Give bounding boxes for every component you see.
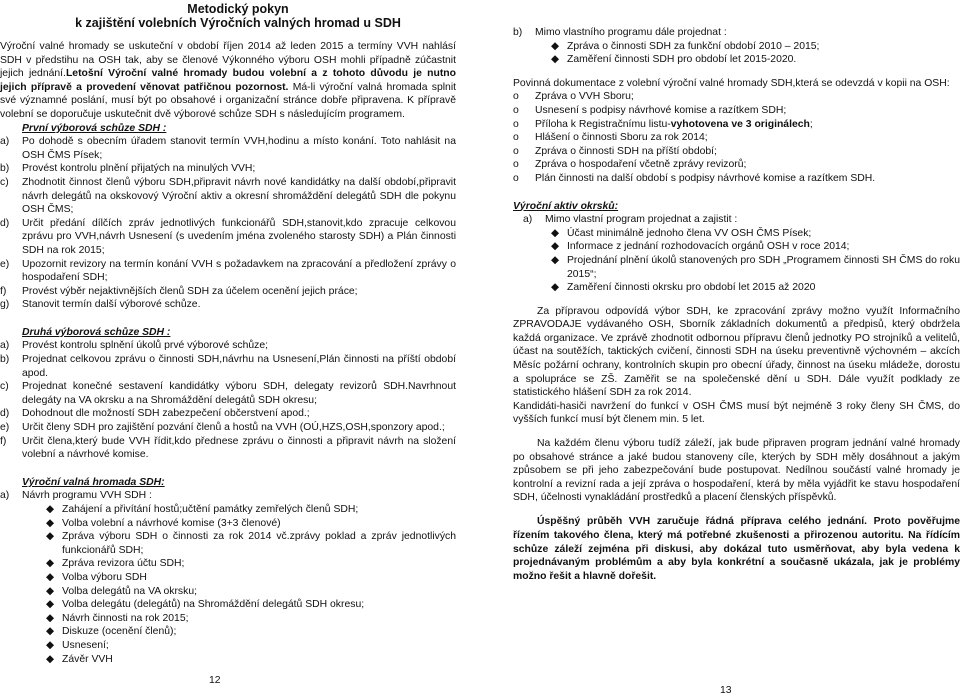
bullet-item: ◆ Volba delegátu (delegátů) na Shromáždění delegátů SDH okresu; bbox=[46, 599, 365, 611]
bullet-item: ◆ Volba volební a návrhové komise (3+3 členové) bbox=[46, 517, 281, 529]
bullet-item: ◆ Zpráva výboru SDH o činnosti za rok 2014 vč.zprávy poklad a zpráv jednotlivých funkcionářů SDH; bbox=[46, 531, 456, 556]
second-meeting-list bbox=[0, 339, 456, 461]
doc-item: o Zpráva o činnosti SDH na příští období; bbox=[513, 145, 717, 157]
bullet-icon: ◆ bbox=[551, 282, 559, 294]
paragraph-committee: Na každém členu výboru tudíž záleží, jak bude připraven program jednání valné hromady po obsahové stránce a jaké budou stanoveny cíle, kterých by SDH měly dosáhnout a jakým způsobem se při jeho zabezpečování bude postupovat. Nedílnou součástí valné hromady je kontrolní a revizní rada a její zpráva o hospodaření, která by měla vyjádřit ke stavu hospodaření SDH, účelnosti vynakládání prostředků a placení členských příspěvků. bbox=[513, 438, 960, 504]
bullet-icon: ◆ bbox=[46, 639, 54, 651]
vvh-program-item: a) Návrh programu VVH SDH : bbox=[0, 490, 152, 502]
page-number-left: 12 bbox=[209, 675, 221, 686]
bullet-icon: ◆ bbox=[46, 599, 54, 611]
circle-bullet-icon: o bbox=[513, 118, 519, 130]
paragraph-candidates: Kandidáti-hasiči navržení do funkcí v OSH ČMS musí být nejméně 3 roky členy SH ČMS, do vyšších funkcí musí být členem min. 5 let. bbox=[513, 400, 960, 426]
bullet-item: ◆ Informace z jednání rozhodovacích orgánů OSH v roce 2014; bbox=[551, 241, 850, 253]
doc-item: o Plán činnosti na další období s podpisy návrhové komise a razítkem SDH. bbox=[513, 172, 876, 184]
bullet-item: ◆ Zpráva revizora účtu SDH; bbox=[46, 558, 185, 570]
doc-item: o Zpráva o VVH Sboru; bbox=[513, 91, 634, 103]
list-item: c) Zhodnotit činnost členů výboru SDH,připravit návrh nové kandidátky na další období,připravit návrh delegátů na okskovový Výroční aktiv a okresní shromáždění delegátů SDH dle pokynu OSH ČMS; bbox=[0, 176, 456, 216]
first-meeting-list bbox=[0, 135, 456, 312]
left-column bbox=[0, 0, 456, 666]
bullet-icon: ◆ bbox=[551, 254, 559, 266]
bullet-icon: ◆ bbox=[46, 626, 54, 638]
left-page bbox=[0, 0, 480, 695]
paragraph-preparation: Za přípravou odpovídá výbor SDH, ke zpracování zprávy možno využít Informačního ZPRAVODAJE vydávaného OSH, Sborník základních dokumentů a předpisů, který obdržela každá organizace. Ve zprávě zhodnotit odbornou přípravu členů jednotky PO stroјníků a velitelů, účast na soutěžích, taktických cvičení, činnosti SDH na úseku preventivně výchovném – akcích Měsíc požární ochrany, kontrolních skupin pro obecní úřady, činnost na úseku mládeže, dorostu a spolupráce se ZŠ. Zaměřit se na společenské dění u SDH. Dále využít podklady ze statistického hlášení SDH za rok 2014. bbox=[513, 305, 960, 399]
list-item: f) Provést výběr nejaktivnějších členů SDH za účelem ocenění jejich práce; bbox=[0, 285, 358, 297]
bullet-icon: ◆ bbox=[46, 653, 54, 665]
document-subtitle: k zajištění volebních Výročních valných hromad u SDH bbox=[75, 16, 401, 30]
document-title: Metodický pokyn bbox=[187, 2, 289, 16]
bullet-item: ◆ Usnesení; bbox=[46, 639, 109, 651]
list-item: b) Provést kontrolu plnění přijatých na minulých VVH; bbox=[0, 163, 256, 175]
bullet-icon: ◆ bbox=[551, 227, 559, 239]
circle-bullet-icon: o bbox=[513, 104, 519, 116]
bullet-item: ◆ Účast minimálně jednoho člena VV OSH ČMS Písek; bbox=[551, 227, 812, 239]
bullet-item: ◆ Zpráva o činnosti SDH za funkční období 2010 – 2015; bbox=[551, 40, 820, 52]
list-item: g) Stanovit termín další výborové schůze. bbox=[0, 299, 201, 311]
list-item: f) Určit člena,který bude VVH řídit,kdo přednese zprávu o činnosti a připravit návrh na složení volební a návrhové komise. bbox=[0, 435, 456, 461]
bullet-item: ◆ Návrh činnosti na rok 2015; bbox=[46, 612, 189, 624]
list-item: d) Určit předání dílčích zpráv jednotlivých funkcionářů SDH,stanovit,kdo zpracuje celkovou zprávu pro VVH,návrh Usnesení (s uvedením jména zvoleného starosty SDH) a Plán činnosti SDH na rok 2015; bbox=[0, 217, 456, 256]
list-item: d) Dohodnout dle možností SDH zabezpečení občerstvení apod.; bbox=[0, 408, 310, 420]
circle-bullet-icon: o bbox=[513, 159, 519, 171]
b-item: b) Mimo vlastního programu dále projednat : bbox=[513, 27, 727, 38]
circle-bullet-icon: o bbox=[513, 145, 519, 157]
docs-intro: Povinná dokumentace z volební výroční valné hromady SDH,která se odevzdá v kopii na OSH: bbox=[513, 77, 950, 89]
bullet-icon: ◆ bbox=[46, 558, 54, 570]
doc-item: o Příloha k Registračnímu listu-vyhotovena ve 3 originálech; bbox=[513, 118, 813, 130]
doc-item: o Hlášení o činnosti Sboru za rok 2014; bbox=[513, 132, 708, 144]
bullet-icon: ◆ bbox=[46, 531, 54, 543]
list-item: a) Po dohodě s obecním úřadem stanovit termín VVH,hodinu a místo konání. Toto nahlásit na OSH ČMS Písek; bbox=[0, 136, 456, 161]
bullet-icon: ◆ bbox=[551, 54, 559, 66]
list-item: b) Projednat celkovou zprávu o činnosti SDH,návrhu na Usnesení,Plán činnosti na příští období apod. bbox=[0, 354, 456, 379]
doc-item: o Usnesení s podpisy návrhové komise a razítkem SDH; bbox=[513, 104, 787, 116]
bullet-icon: ◆ bbox=[46, 571, 54, 583]
list-item: a) Provést kontrolu splnění úkolů prvé výborové schůze; bbox=[0, 340, 269, 352]
bullet-icon: ◆ bbox=[46, 612, 54, 624]
bullet-icon: ◆ bbox=[46, 504, 54, 515]
circle-bullet-icon: o bbox=[513, 132, 519, 144]
circle-bullet-icon: o bbox=[513, 172, 519, 184]
bullet-item: ◆ Zaměření činnosti okrsku pro období let 2015 až 2020 bbox=[551, 282, 816, 294]
right-column bbox=[513, 26, 960, 584]
bullet-item: ◆ Zahájení a přivítání hostů;učtění památky zemřelých členů SDH; bbox=[46, 504, 359, 515]
bullet-item: ◆ Volba výboru SDH bbox=[46, 571, 147, 583]
list-item: e) Určit členy SDH pro zajištění pozvání členů a hostů na VVH (OÚ,HZS,OSH,sponzory apod.; bbox=[0, 422, 445, 434]
bullet-item: ◆ Volba delegátů na VA okrsku; bbox=[46, 585, 197, 597]
okrsky-heading: Výroční aktiv okrsků: bbox=[513, 200, 619, 212]
docs-list bbox=[513, 90, 960, 185]
first-meeting-heading: První výborová schůze SDH : bbox=[22, 122, 167, 134]
bullet-icon: ◆ bbox=[551, 241, 559, 253]
okrsky-bullet-list bbox=[513, 227, 960, 295]
circle-bullet-icon: o bbox=[513, 91, 519, 103]
bullet-item: ◆ Projednání plnění úkolů stanovených pro SDH „Programem činnosti SH ČMS do roku 2015“; bbox=[551, 254, 960, 280]
vvh-heading: Výroční valná hromada SDH: bbox=[22, 476, 165, 488]
bullet-item: ◆ Zaměření činnosti SDH pro období let 2015-2020. bbox=[551, 54, 797, 66]
bullet-icon: ◆ bbox=[551, 40, 559, 52]
second-meeting-heading: Druhá výborová schůze SDH : bbox=[22, 326, 171, 338]
b-bullet-list bbox=[513, 40, 960, 67]
doc-item: o Zpráva o hospodaření včetně zprávy revizorů; bbox=[513, 159, 747, 171]
bullet-icon: ◆ bbox=[46, 585, 54, 597]
list-item: e) Upozornit revizory na termín konání VVH s požadavkem na zpracování a předložení zprávy o hospodaření SDH; bbox=[0, 258, 456, 284]
okrsky-item: a) Mimo vlastní program projednat a zajistit : bbox=[523, 214, 738, 226]
bullet-item: ◆ Závěr VVH bbox=[46, 653, 113, 665]
paragraph-success: Úspěšný průběh VVH zaručuje řádná příprava celého jednání. Proto pověřujme řízením takového člena, který má potřebné zkušenosti a přirozenou autoritu. Na řídícím schůze záleží zejména při diskusi, aby dokázal tuto usměrňovat, aby byla vedena k projednávaným problémům a aby byla konkrétní a současně ukázala, jak je problémy možno řešit a hlavně dořešit. bbox=[513, 516, 960, 583]
page-number-right: 13 bbox=[720, 685, 732, 696]
list-item: c) Projednat konečné sestavení kandidátky výboru SDH, delegaty revizorů SDH.Navrhnout delegáty na VA okrsku a na Shromáždění delegátů SDH okresu; bbox=[0, 381, 456, 406]
vvh-program-list bbox=[0, 503, 456, 666]
bullet-icon: ◆ bbox=[46, 517, 54, 529]
bullet-item: ◆ Diskuze (ocenění členů); bbox=[46, 626, 177, 638]
intro-paragraph: Výroční valné hromady se uskuteční v období říjen 2014 až leden 2015 a termíny VVH nahlásí SDH v předstihu na OSH tak, aby se členové Výkonného výboru OSH mohli případně zúčastnit jejich jednání.Letošní Výroční valné hromady budou volební a z tohoto důvodu je nutno jejich přípravě a provedení věnovat patřičnou pozornost. Má-li výroční valná hromada splnit své významné poslání, musí být po obsahové i organizační stránce dobře připravena. K přípravě volební se doporučuje uskutečnit dvě výborové schůze SDH s následujícím programem. bbox=[0, 41, 457, 120]
